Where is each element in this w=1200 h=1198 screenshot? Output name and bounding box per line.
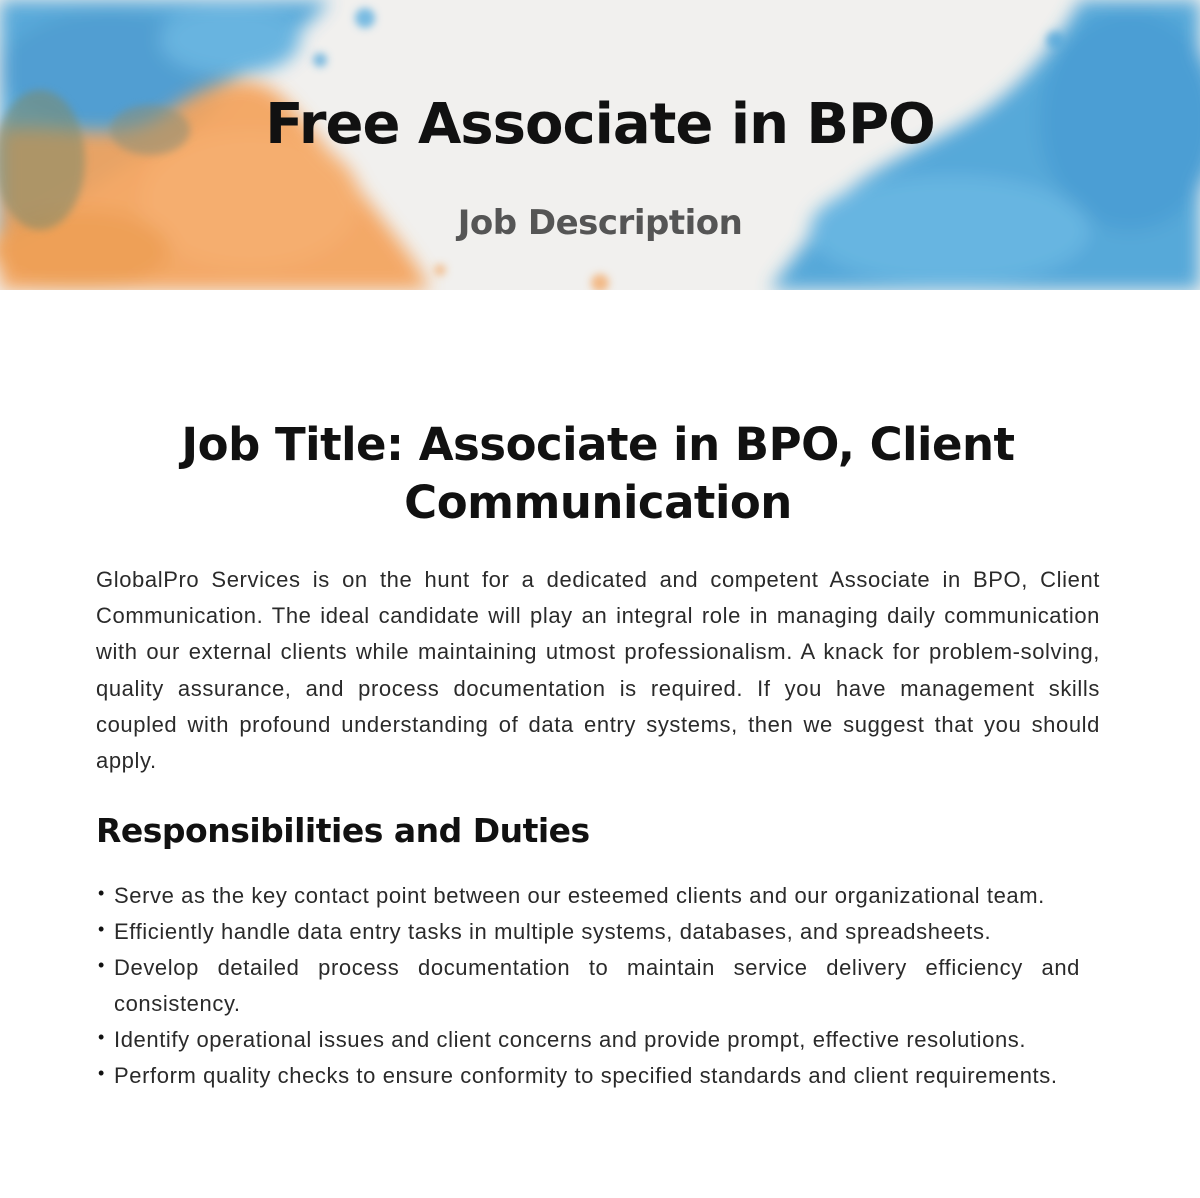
job-title-heading: Job Title: Associate in BPO, Client Communication: [181, 418, 1015, 529]
list-item: [96, 878, 1080, 914]
header-banner: [0, 0, 1200, 290]
list-item-text: Efficiently handle data entry tasks in multiple systems, databases, and spreadsheets.: [114, 919, 992, 945]
list-item: [96, 1022, 1080, 1058]
document-title: Free Associate in BPO: [265, 92, 935, 157]
list-item: [96, 914, 1080, 950]
main-content: [96, 416, 1100, 1094]
list-item-text: Develop detailed process documentation to maintain service delivery efficiency and consistency.: [114, 955, 1080, 1016]
bullet-icon: •: [98, 1062, 105, 1083]
bullet-icon: •: [98, 1026, 105, 1047]
list-item: [96, 950, 1080, 1021]
responsibilities-heading: Responsibilities and Duties: [96, 811, 590, 851]
document-subtitle: Job Description: [457, 203, 743, 243]
bullet-icon: •: [98, 919, 105, 940]
list-item: [96, 1058, 1080, 1094]
intro-paragraph: GlobalPro Services is on the hunt for a dedicated and competent Associate in BPO, Client Communication. The ideal candidate will play an integral role in managing daily communication with our external clients while maintaining utmost professionalism. A knack for problem-solving, quality assurance, and process documentation is required. If you have management skills coupled with profound understanding of data entry systems, then we suggest that you should apply.: [96, 567, 1100, 774]
responsibilities-list: [96, 878, 1080, 1093]
list-item-text: Perform quality checks to ensure conformity to specified standards and client requirements.: [114, 1062, 1058, 1088]
list-item-text: Identify operational issues and client concerns and provide prompt, effective resolutions.: [114, 1026, 1027, 1052]
bullet-icon: •: [98, 955, 105, 976]
bullet-icon: •: [98, 883, 105, 904]
list-item-text: Serve as the key contact point between our esteemed clients and our organizational team.: [114, 883, 1045, 909]
